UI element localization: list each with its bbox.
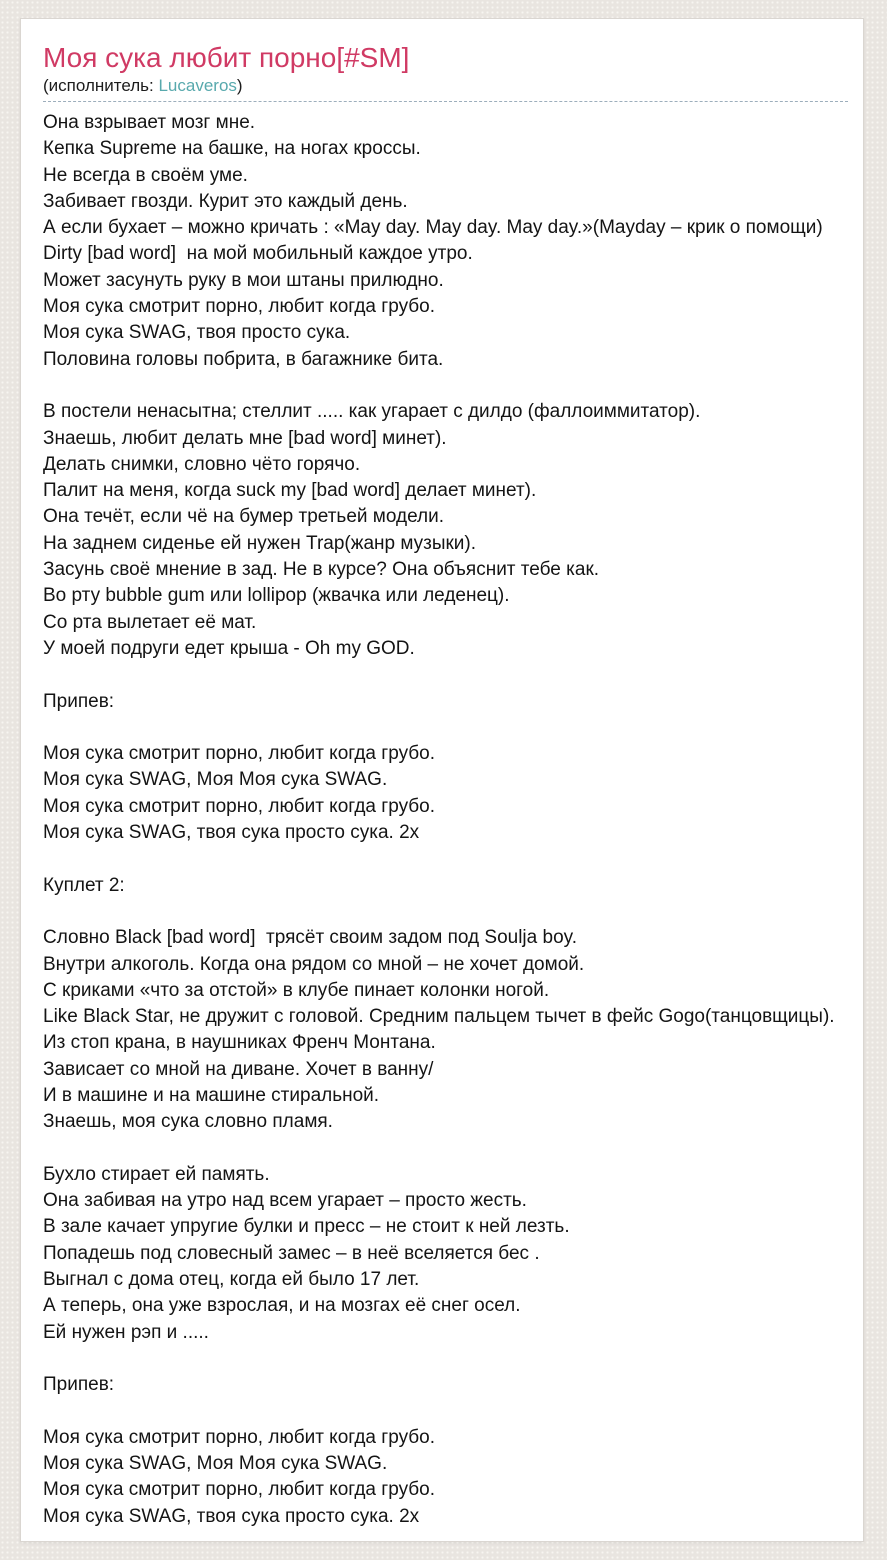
dashed-divider [43, 101, 848, 102]
lyric-line: Кепка Supreme на башке, на ногах кроссы. [43, 138, 421, 160]
lyric-line: Засунь своё мнение в зад. Не в курсе? Она объяснит тебе как. [43, 559, 600, 581]
lyric-line [43, 662, 848, 688]
artist-link[interactable]: Lucaveros [158, 76, 237, 95]
lyric-line: Моя сука SWAG, твоя просто сука. [43, 322, 351, 344]
lyric-line: Моя сука смотрит порно, любит когда грубо. [43, 795, 436, 817]
lyric-line: Палит на меня, когда suck my [bad word] делает минет). [43, 480, 537, 502]
lyric-line: Знаешь, любит делать мне [bad word] минет). [43, 427, 447, 449]
lyric-line: Не всегда в своём уме. [43, 164, 248, 186]
song-title: Моя сука любит порно[#SM] [43, 42, 410, 73]
lyric-line [43, 715, 848, 741]
lyric-line: Из стоп крана, в наушниках Френч Монтана. [43, 1032, 436, 1054]
lyric-line: Моя сука смотрит порно, любит когда грубо. [43, 296, 436, 318]
lyric-line: Моя сука SWAG, твоя сука просто сука. 2х [43, 1505, 420, 1527]
lyric-line: Внутри алкоголь. Когда она рядом со мной – не хочет домой. [43, 953, 585, 975]
lyric-line: А если бухает – можно кричать : «May day. May day. May day.»(Mayday – крик о помощи) [43, 217, 823, 239]
lyric-line: Попадешь под словесный замес – в неё вселяется бес . [43, 1242, 540, 1264]
lyric-line [43, 1346, 848, 1372]
lyric-line [43, 1399, 848, 1425]
lyric-line: С криками «что за отстой» в клубе пинает колонки ногой. [43, 979, 550, 1001]
lyric-line: Делать снимки, словно чёто горячо. [43, 453, 361, 475]
lyric-line: Во рту bubble gum или lollipop (жвачка или леденец). [43, 585, 510, 607]
lyric-line: Моя сука смотрит порно, любит когда грубо. [43, 1479, 436, 1501]
lyric-line: Куплет 2: [43, 874, 125, 896]
lyric-line: Со рта вылетает её мат. [43, 611, 257, 633]
lyric-line: Словно Black [bad word] трясёт своим задом под Soulja boy. [43, 927, 578, 949]
lyric-line: Зависает со мной на диване. Хочет в ванну/ [43, 1058, 434, 1080]
lyric-line: Припев: [43, 1374, 115, 1396]
lyric-line: Ей нужен рэп и ..... [43, 1321, 209, 1343]
lyric-line: И в машине и на машине стиральной. [43, 1084, 380, 1106]
lyric-line [43, 1136, 848, 1162]
lyric-line: Может засунуть руку в мои штаны прилюдно. [43, 269, 444, 291]
lyric-line: Она забивая на утро над всем угарает – просто жесть. [43, 1190, 527, 1212]
lyric-line: Половина головы побрита, в багажнике бита. [43, 348, 444, 370]
lyric-line: Like Black Star, не дружит с головой. Средним пальцем тычет в фейс Gogo(танцовщицы). [43, 1006, 835, 1028]
lyric-line [43, 899, 848, 925]
lyric-line: В постели ненасытна; стеллит ..... как угарает с дилдо (фаллоиммитатор). [43, 401, 701, 423]
lyric-line: Бухло стирает ей память. [43, 1163, 270, 1185]
lyric-line: Моя сука смотрит порно, любит когда грубо. [43, 1426, 436, 1448]
lyric-line: Выгнал с дома отец, когда ей было 17 лет. [43, 1269, 420, 1291]
lyric-line: Она взрывает мозг мне. [43, 112, 256, 133]
lyric-line: Dirty [bad word] на мой мобильный каждое утро. [43, 243, 473, 265]
lyrics-text [43, 110, 848, 1530]
lyric-line: Забивает гвозди. Курит это каждый день. [43, 190, 408, 212]
lyric-line: Моя сука смотрит порно, любит когда грубо. [43, 743, 436, 765]
lyric-line: А теперь, она уже взрослая, и на мозгах её снег осел. [43, 1295, 521, 1317]
artist-label: (исполнитель: [43, 76, 159, 95]
lyric-line: У моей подруги едет крыша - Oh my GOD. [43, 637, 415, 659]
lyric-line: Моя сука SWAG, Моя Моя сука SWAG. [43, 1453, 388, 1475]
artist-line [43, 75, 848, 96]
artist-line-suffix: ) [236, 76, 243, 95]
lyric-line [43, 373, 848, 399]
lyric-line: Знаешь, моя сука словно пламя. [43, 1111, 333, 1133]
lyric-line: В зале качает упругие булки и пресс – не стоит к ней лезть. [43, 1216, 570, 1238]
lyric-line [43, 846, 848, 872]
lyric-line: Моя сука SWAG, твоя сука просто сука. 2х [43, 822, 420, 844]
lyric-line: Она течёт, если чё на бумер третьей модели. [43, 506, 444, 528]
lyric-line: Припев: [43, 690, 115, 712]
lyric-line: Моя сука SWAG, Моя Моя сука SWAG. [43, 769, 388, 791]
lyric-line: На заднем сиденье ей нужен Trap(жанр музыки). [43, 532, 477, 554]
lyrics-card [20, 18, 864, 1542]
